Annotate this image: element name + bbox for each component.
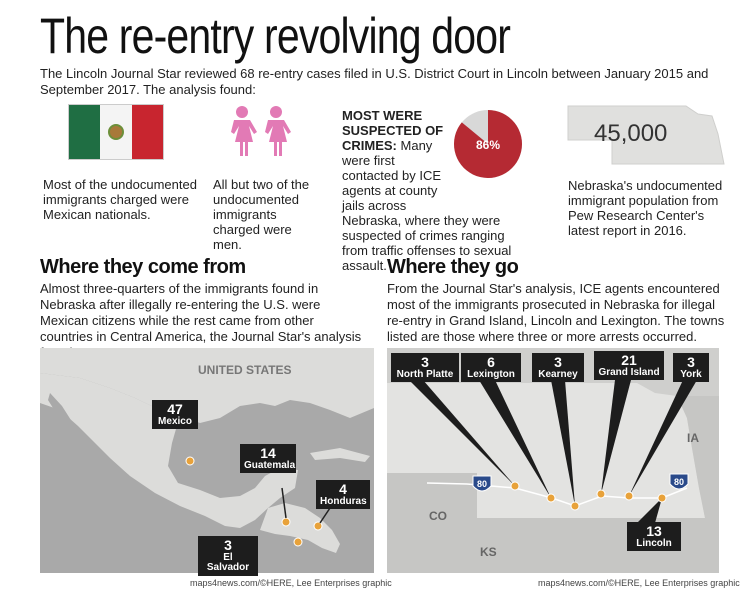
town-name: York [680,368,702,380]
el-salvador-marker [294,538,302,546]
svg-text:80: 80 [673,477,685,487]
crimes-lead: MOST WERE SUSPECTED OF CRIMES: [342,108,444,153]
map-credit-2: maps4news.com/©HERE, Lee Enterprises graphic [538,578,740,588]
town-label-north-platte [391,353,459,382]
crimes-text-1: Many were first contacted by ICE agents at county jails across [342,138,441,213]
origin-name: El Salvador [206,551,250,574]
mexico-marker [186,457,194,465]
north-platte-marker [511,482,519,490]
town-label-lincoln [627,522,681,551]
origin-name: Honduras [320,495,367,507]
lexington-marker [547,494,555,502]
origin-name: Guatemala [244,459,296,471]
lincoln-marker [658,494,666,502]
pie-label: 86% [475,138,501,152]
town-name: Grand Island [598,366,660,378]
people-icon [224,104,304,164]
kearney-marker [571,502,579,510]
origin-count: 3 [224,537,232,553]
town-name: Lincoln [636,537,672,549]
us-map-label: UNITED STATES [198,363,292,377]
mexico-flag-icon [68,104,164,160]
i80-shield-icon-west [473,476,491,491]
fact-men: All but two of the undocumented immigrants charged were men. [213,177,310,252]
population-number: 45,000 [594,120,668,147]
origin-label-el-salvador [198,536,258,576]
origin-label-guatemala [240,444,296,473]
come-from-text: Almost three-quarters of the immigrants found in Nebraska after illegally re-entering the U.S. were Mexican citizens while the rest came from other countries in Central America, the Journal Star's analysis [40,281,362,344]
origin-count: 4 [339,481,347,497]
town-count: 21 [621,352,637,368]
origin-count: 14 [260,445,276,461]
map-credit-1: maps4news.com/©HERE, Lee Enterprises graphic [190,578,392,588]
town-count: 3 [421,354,429,370]
intro-text: The Lincoln Journal Star reviewed 68 re-entry cases filed in U.S. District Court in Lincoln between January 2015 and September 2017. The analysis found: [40,66,709,97]
town-name: Lexington [467,368,515,380]
destinations-map [387,348,719,573]
page-title: The re-entry revolving door [40,8,511,64]
origin-count: 47 [167,401,183,417]
crimes-pie-chart [452,108,524,180]
honduras-marker [314,522,322,530]
town-count: 13 [646,523,662,539]
fact-mexican: Most of the undocumented immigrants charged were Mexican nationals. [43,177,197,222]
crimes-text-2: Nebraska, where they were suspected of crimes ranging from traffic offenses to sexual assault. [342,213,512,273]
town-count: 6 [487,354,495,370]
fact-population: Nebraska's undocumented immigrant population from Pew Research Center's latest report in 2016. [568,178,723,238]
town-name: North Platte [396,368,454,380]
origin-label-mexico [152,400,198,429]
town-label-lexington [461,353,521,382]
york-marker [625,492,633,500]
town-label-york [673,353,709,382]
come-from-heading: Where they come from [40,256,246,278]
town-count: 3 [554,354,562,370]
guatemala-marker [282,518,290,526]
town-count: 3 [687,354,695,370]
state-label-ia: IA [687,431,699,445]
i80-shield-icon-east [670,474,688,489]
state-label-ks: KS [480,545,497,559]
state-label-co: CO [429,509,447,523]
they-go-text: From the Journal Star's analysis, ICE agents encountered most of the immigrants prosecuted in Nebraska for illegal re-entry in Grand Island, Lincoln and Lexington. The towns listed are those where three or more arrests occurred. [387,281,725,344]
origin-name: Mexico [158,415,192,427]
town-label-kearney [532,353,584,382]
grand-island-marker [597,490,605,498]
town-name: Kearney [538,368,578,380]
town-label-grand-island [594,351,664,380]
origins-map [40,348,374,573]
svg-text:80: 80 [476,479,488,489]
they-go-heading: Where they go [387,256,519,278]
origin-label-honduras [316,480,370,509]
